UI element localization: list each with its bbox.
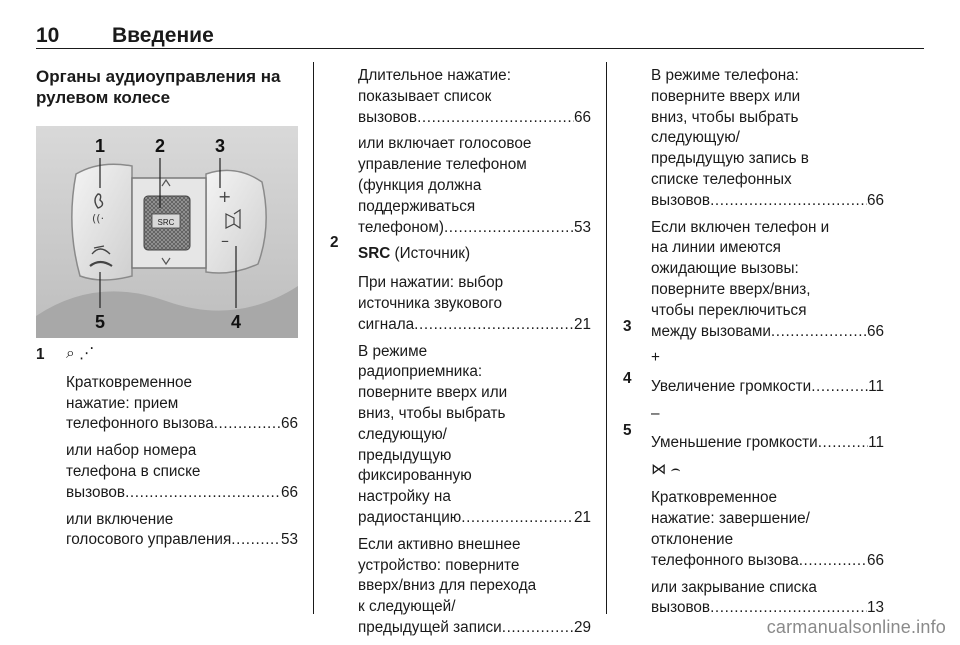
volume-down-symbol: – xyxy=(651,404,660,422)
text-line: следующую/ xyxy=(358,425,447,443)
page-reference: телефонного вызова ..... 66 xyxy=(651,551,884,572)
chapter-title: Введение xyxy=(112,24,214,47)
mute-hangup-icon: ⋈ ⌢ xyxy=(651,460,681,478)
text-line: вниз, чтобы выбрать xyxy=(651,108,799,126)
item-number-4: 4 xyxy=(623,370,632,387)
column-3 xyxy=(651,66,884,625)
item-number-2: 2 xyxy=(330,234,339,251)
text-line: радиоприемника: xyxy=(358,363,483,381)
text-line: списке телефонных xyxy=(651,170,792,188)
section-title-line: рулевом колесе xyxy=(36,88,171,107)
page-reference: вызовов ..... 66 xyxy=(651,191,884,212)
text-line: поверните вверх/вниз, xyxy=(651,280,811,298)
watermark: carmanualsonline.info xyxy=(766,617,946,637)
text-line: настройку на xyxy=(358,488,451,506)
volume-down-icon: – xyxy=(221,231,229,250)
steering-wheel-illustration xyxy=(36,126,298,338)
text-line: следующую/ xyxy=(651,129,740,147)
text-line: устройство: поверните xyxy=(358,556,520,574)
text-line: к следующей/ xyxy=(358,598,456,616)
text-line: или закрывание списка xyxy=(651,578,817,596)
text-line: нажатие: прием xyxy=(66,394,179,412)
column-divider-1 xyxy=(313,62,314,614)
text-line: Длительное нажатие: xyxy=(358,67,511,84)
text-line: Если включен телефон и xyxy=(651,218,830,236)
volume-up-symbol: + xyxy=(651,349,660,367)
page-header xyxy=(36,18,924,48)
page-reference: Увеличение громкости ..... 11 xyxy=(651,377,884,398)
callout-2: 2 xyxy=(154,136,166,156)
page-reference: между вызовами ..... 66 xyxy=(651,322,884,343)
item-number-3: 3 xyxy=(623,318,632,335)
text-line: вниз, чтобы выбрать xyxy=(358,404,506,422)
text-line: управление телефоном xyxy=(358,156,527,174)
text-line: В режиме xyxy=(358,342,428,360)
voice-icon: ((· xyxy=(92,212,105,225)
text-line: или включение xyxy=(66,510,174,528)
steering-wheel-controls-figure xyxy=(36,126,298,338)
text-line: предыдущую xyxy=(358,446,452,464)
page-reference: вызовов ..... 13 xyxy=(651,598,884,619)
item-number-5: 5 xyxy=(623,422,632,439)
page-reference: вызовов ..... 66 xyxy=(358,108,591,129)
text-line: чтобы переключиться xyxy=(651,301,807,319)
item-number-1: 1 xyxy=(36,346,45,363)
volume-up-icon: + xyxy=(218,187,232,206)
section-title-line: Органы аудиоуправления на xyxy=(36,67,281,86)
section-title xyxy=(36,66,306,108)
text-line: В режиме телефона: xyxy=(651,67,799,84)
text-line: вверх/вниз для перехода xyxy=(358,577,537,595)
src-heading: SRC xyxy=(358,245,391,263)
text-line: или включает голосовое xyxy=(358,135,532,153)
text-line: источника звукового xyxy=(358,294,502,312)
text-line: телефона в списке xyxy=(66,462,201,480)
src-label: SRC xyxy=(157,218,175,227)
text-line: показывает список xyxy=(358,87,492,105)
column-divider-2 xyxy=(606,62,607,614)
text-line: Если активно внешнее xyxy=(358,535,521,553)
item-2-heading: SRC (Источник) xyxy=(358,245,471,263)
text-line: на линии имеются xyxy=(651,239,781,257)
header-rule xyxy=(36,48,924,49)
page-reference: вызовов ..... 66 xyxy=(66,483,298,504)
call-voice-icon: ⌕ ⋰ xyxy=(66,345,95,362)
text-line: или набор номера xyxy=(66,442,197,460)
text-line: нажатие: завершение/ xyxy=(651,510,810,528)
callout-3: 3 xyxy=(214,136,226,156)
text-line: поверните вверх или xyxy=(651,87,801,105)
page-reference: радиостанцию ..... 21 xyxy=(358,508,591,529)
text-line: При нажатии: выбор xyxy=(358,274,504,292)
text-line: поверните вверх или xyxy=(358,384,508,402)
text-line: Кратковременное xyxy=(66,373,193,391)
text-line: поддерживаться xyxy=(358,197,476,215)
page-reference: телефоном) ..... 53 xyxy=(358,218,591,239)
column-2 xyxy=(358,66,591,645)
callout-5: 5 xyxy=(94,312,106,332)
text-line: Кратковременное xyxy=(651,489,778,507)
callout-4: 4 xyxy=(230,312,242,332)
page-reference: сигнала ..... 21 xyxy=(358,315,591,336)
text-line: предыдущую запись в xyxy=(651,150,809,168)
page-reference: Уменьшение громкости ..... 11 xyxy=(651,433,884,454)
page-number: 10 xyxy=(36,24,60,47)
text-line: фиксированную xyxy=(358,467,472,485)
item-1-description xyxy=(66,344,298,557)
page-reference: голосового управления ..... 53 xyxy=(66,530,298,551)
page-reference: телефонного вызова ..... 66 xyxy=(66,414,298,435)
text-line: ожидающие вызовы: xyxy=(651,260,799,278)
text-line: отклонение xyxy=(651,530,734,548)
callout-1: 1 xyxy=(94,136,106,156)
page-reference: предыдущей записи ..... 29 xyxy=(358,618,591,639)
text-line: (функция должна xyxy=(358,176,482,194)
